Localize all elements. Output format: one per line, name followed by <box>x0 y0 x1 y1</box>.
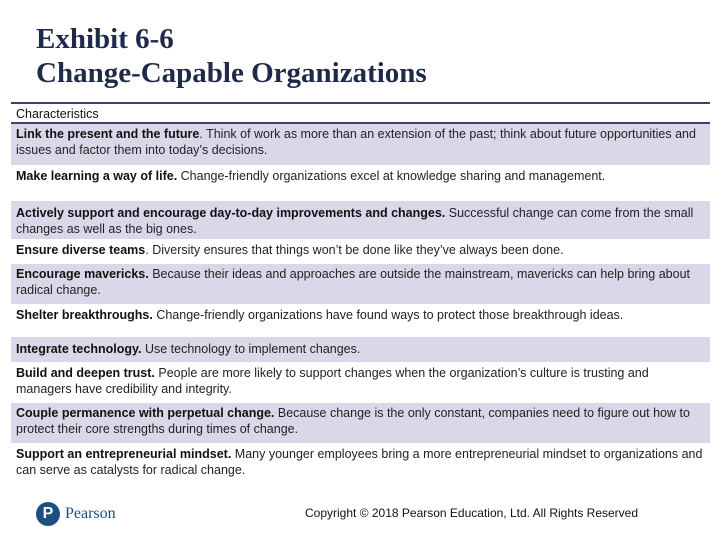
row-text: . Think of work as more than an extension of the past; think about future opportunities and issues and factor them into today’s decisions. <box>16 127 696 157</box>
row-heading: Ensure diverse teams <box>16 243 146 257</box>
table-row <box>11 240 710 264</box>
table-row <box>11 305 710 337</box>
row-heading: Make learning a way of life. <box>16 169 178 183</box>
table-row <box>11 124 710 166</box>
pearson-logo <box>36 502 116 526</box>
table-row <box>11 201 710 240</box>
title-line-1: Exhibit 6-6 <box>36 23 174 55</box>
table-row <box>11 337 710 363</box>
row-text: Change-friendly organizations excel at knowledge sharing and management. <box>177 169 606 183</box>
table-row <box>11 403 710 444</box>
row-heading: Encourage mavericks. <box>16 267 149 281</box>
row-heading: Actively support and encourage day-to-day improvements and changes. <box>16 206 446 220</box>
row-text: Successful change can come from the small changes as well as the big ones. <box>16 206 694 236</box>
table-row <box>11 264 710 305</box>
copyright-notice: Copyright © 2018 Pearson Education, Ltd. All Rights Reserved <box>305 506 639 520</box>
table-row <box>11 363 710 403</box>
row-heading: Integrate technology. <box>16 342 142 356</box>
row-heading: Couple permanence with perpetual change. <box>16 406 275 420</box>
characteristics-table <box>11 102 710 484</box>
row-heading: Link the present and the future <box>16 127 200 141</box>
row-text: Because their ideas and approaches are outside the mainstream, mavericks can help bring about radical change. <box>16 267 691 297</box>
row-text: Many younger employees bring a more entrepreneurial mindset to organizations and can serve as catalysts for radical change. <box>16 447 703 477</box>
row-heading: Build and deepen trust. <box>16 366 155 380</box>
row-text: Because change is the only constant, companies need to figure out how to protect their core strengths during times of change. <box>16 406 690 436</box>
row-text: . Diversity ensures that things won’t be done like they’ve always been done. <box>145 243 564 257</box>
title-line-2: Change-Capable Organizations <box>36 57 427 89</box>
row-heading: Shelter breakthroughs. <box>16 308 153 322</box>
row-text: Change-friendly organizations have found ways to protect those breakthrough ideas. <box>152 308 624 322</box>
table-row <box>11 444 710 484</box>
row-text: Use technology to implement changes. <box>141 342 361 356</box>
table-row <box>11 166 710 201</box>
row-text: People are more likely to support changes when the organization’s culture is trusting and managers have credibility and integrity. <box>16 366 649 396</box>
page-title <box>36 22 427 90</box>
table-header: Characteristics <box>11 102 710 124</box>
pearson-logo-icon: P <box>36 502 60 526</box>
pearson-logo-text: Pearson <box>65 505 116 522</box>
row-heading: Support an entrepreneurial mindset. <box>16 447 232 461</box>
